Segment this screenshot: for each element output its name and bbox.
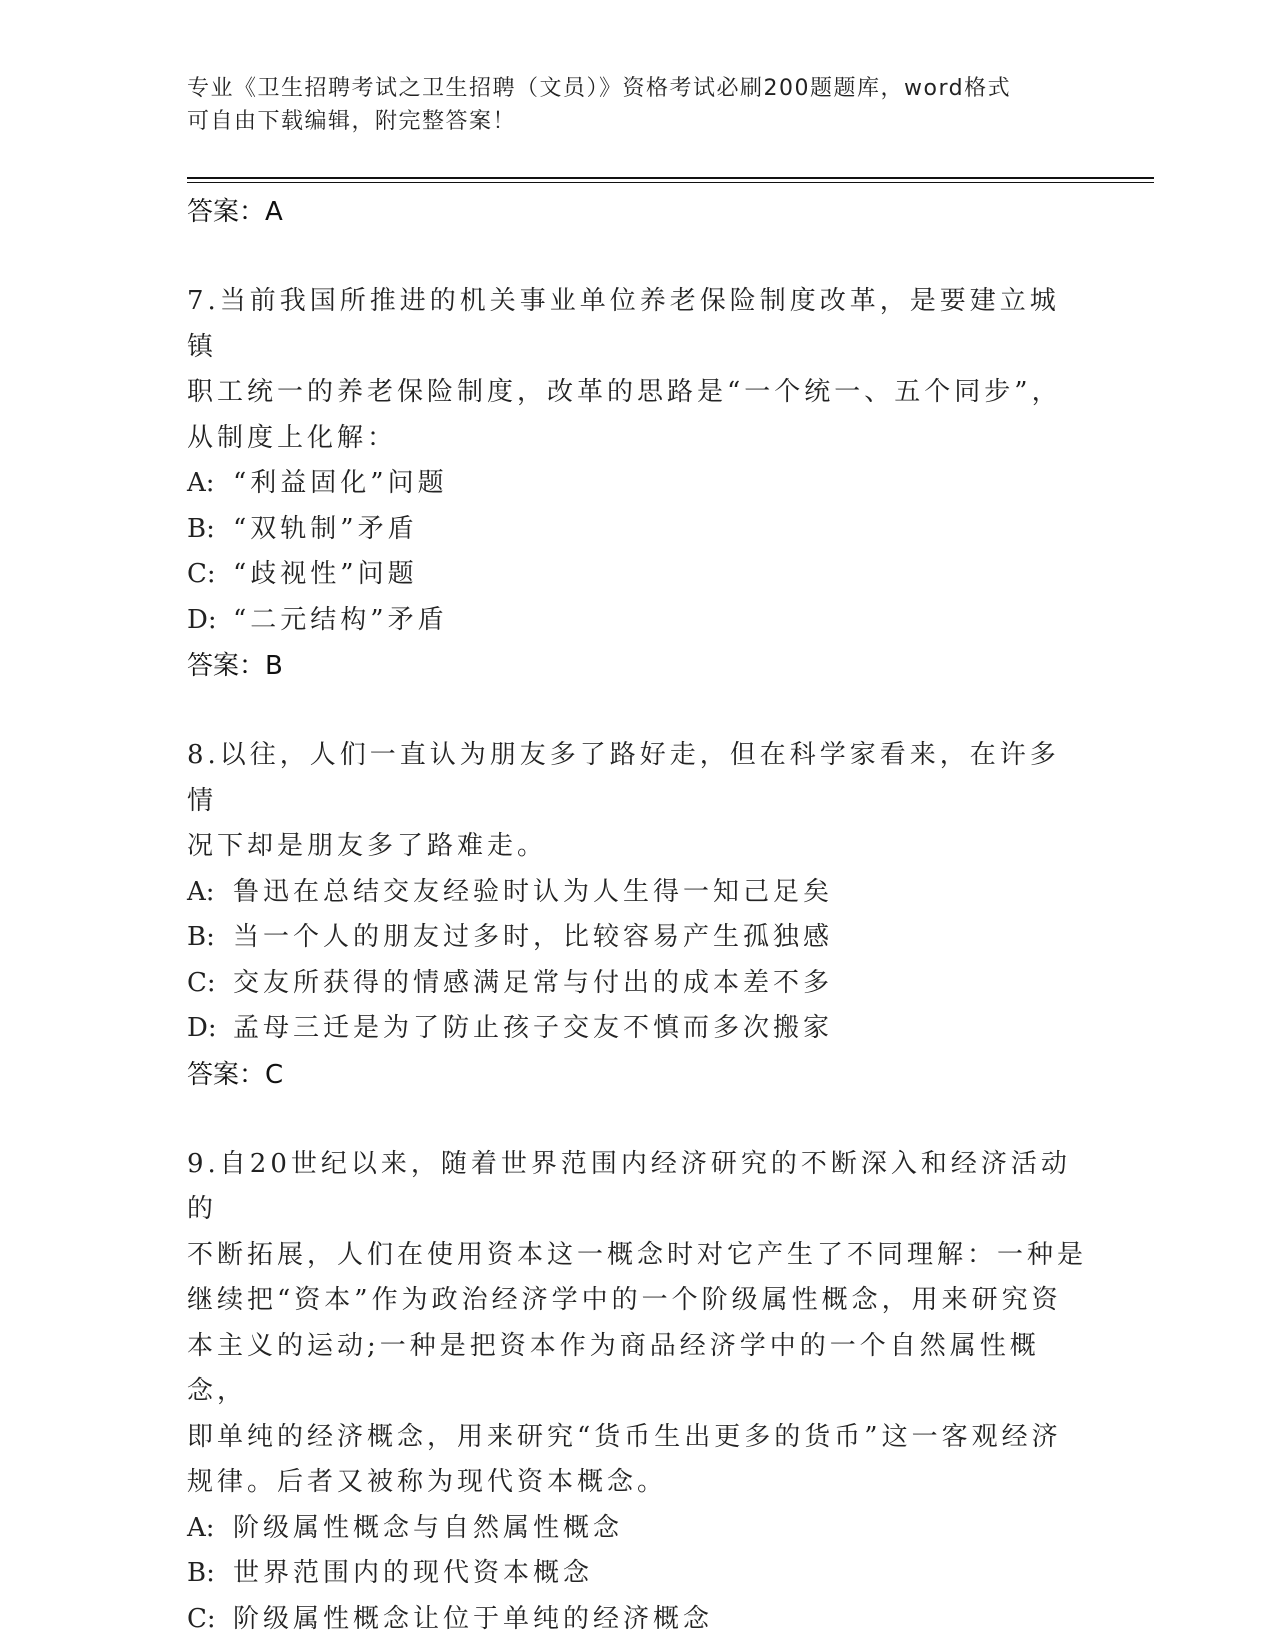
option-label: D:: [187, 604, 217, 635]
question-text-line: 况下却是朋友多了路难走。: [187, 831, 548, 861]
question-7: [187, 279, 1087, 689]
question-7-option-d: [187, 598, 1087, 644]
option-text: “利益固化”问题: [233, 468, 448, 498]
question-8-option-a: [187, 870, 1087, 916]
question-9: [187, 1142, 1087, 1643]
answer-previous-question: 答案：A: [187, 197, 283, 227]
question-7-option-c: [187, 552, 1087, 598]
option-label: A:: [187, 1512, 215, 1543]
option-text: 当一个人的朋友过多时，比较容易产生孤独感: [233, 922, 834, 952]
option-text: 世界范围内的现代资本概念: [233, 1558, 594, 1588]
question-text-line: 规律。后者又被称为现代资本概念。: [187, 1467, 668, 1497]
question-9-text: [187, 1142, 1087, 1506]
question-8-option-b: [187, 915, 1087, 961]
question-7-text: [187, 279, 1087, 461]
option-label: C:: [187, 1603, 216, 1634]
question-8: [187, 733, 1087, 1098]
option-label: C:: [187, 967, 216, 998]
option-text: “二元结构”矛盾: [233, 604, 448, 635]
option-label: C:: [187, 559, 216, 589]
page-header: [187, 72, 1067, 138]
header-line-1: 专业《卫生招聘考试之卫生招聘（文员）》资格考试必刷200题题库，word格式: [187, 76, 1012, 101]
header-rule-thick: [187, 177, 1154, 179]
option-label: B:: [187, 513, 215, 544]
option-text: “歧视性”问题: [233, 559, 418, 589]
question-9-option-c: [187, 1597, 1087, 1643]
header-line-2: 可自由下载编辑，附完整答案！: [187, 109, 517, 134]
question-9-option-a: [187, 1506, 1087, 1552]
option-text: 鲁迅在总结交友经验时认为人生得一知己足矣: [233, 876, 834, 907]
option-label: D:: [187, 1013, 217, 1043]
question-8-option-d: [187, 1006, 1087, 1052]
question-8-text: [187, 733, 1087, 870]
question-7-answer: 答案：B: [187, 651, 283, 681]
question-text-line: 9.自20世纪以来，随着世界范围内经济研究的不断深入和经济活动的: [187, 1148, 1071, 1224]
option-label: A:: [187, 468, 215, 498]
header-rule-thin: [187, 182, 1154, 183]
question-8-option-c: [187, 961, 1087, 1007]
question-list: [187, 186, 1087, 1642]
question-text-line: 即单纯的经济概念，用来研究“货币生出更多的货币”这一客观经济: [187, 1421, 1062, 1452]
question-9-option-b: [187, 1551, 1087, 1597]
option-text: 阶级属性概念与自然属性概念: [233, 1512, 624, 1543]
option-label: B:: [187, 1558, 215, 1588]
question-text-line: 7.当前我国所推进的机关事业单位养老保险制度改革，是要建立城镇: [187, 286, 1060, 362]
option-label: B:: [187, 922, 215, 952]
question-text-line: 本主义的运动;一种是把资本作为商品经济学中的一个自然属性概念，: [187, 1330, 1040, 1406]
question-8-answer: 答案：C: [187, 1059, 284, 1090]
question-7-option-b: [187, 507, 1087, 553]
question-text-line: 8.以往，人们一直认为朋友多了路好走，但在科学家看来，在许多情: [187, 740, 1060, 816]
option-label: A:: [187, 876, 215, 907]
question-7-option-a: [187, 461, 1087, 507]
option-text: 孟母三迁是为了防止孩子交友不慎而多次搬家: [233, 1013, 834, 1043]
question-text-line: 从制度上化解：: [187, 422, 398, 453]
option-text: 阶级属性概念让位于单纯的经济概念: [233, 1603, 714, 1634]
option-text: “双轨制”矛盾: [233, 513, 418, 544]
option-text: 交友所获得的情感满足常与付出的成本差不多: [233, 967, 834, 998]
question-text-line: 职工统一的养老保险制度，改革的思路是“一个统一、五个同步”，: [187, 377, 1062, 407]
question-text-line: 继续把“资本”作为政治经济学中的一个阶级属性概念，用来研究资: [187, 1285, 1062, 1315]
question-text-line: 不断拓展，人们在使用资本这一概念时对它产生了不同理解：一种是: [187, 1239, 1088, 1270]
